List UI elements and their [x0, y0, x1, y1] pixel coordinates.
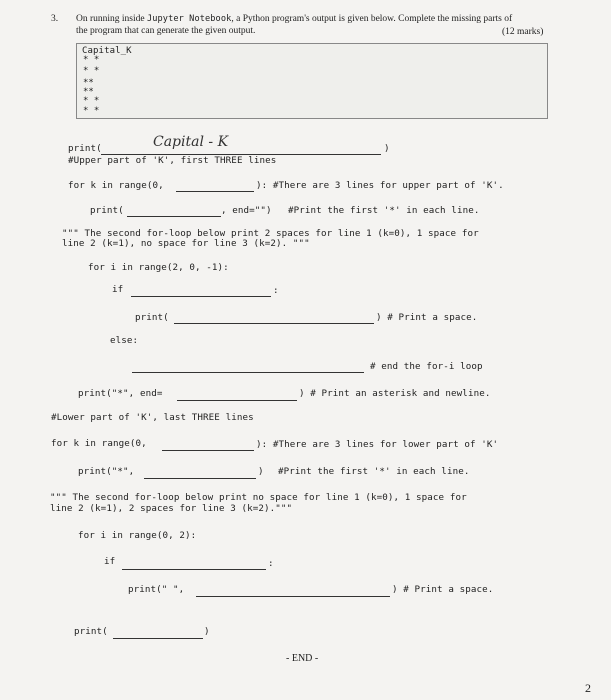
output-row-5: * *: [83, 96, 100, 106]
answer-blank-1[interactable]: [101, 146, 381, 155]
print-first-upper-comment: #Print the first '*' in each line.: [288, 205, 480, 216]
docstring-2-line-1: """ The second for-loop below print no space for line 1 (k=0), 1 space for: [50, 492, 467, 503]
answer-blank-7[interactable]: [177, 392, 297, 401]
answer-blank-10[interactable]: [122, 561, 266, 570]
docstring-1-line-2: line 2 (k=1), no space for line 3 (k=2). """: [62, 238, 310, 249]
print-last-tail: ): [204, 626, 210, 637]
answer-blank-8[interactable]: [162, 442, 254, 451]
question-line-1-a: On running inside: [76, 14, 147, 24]
question-line-1: [76, 14, 512, 24]
for-i-lower: for i in range(0, 2):: [78, 530, 197, 541]
page-number: 2: [585, 681, 591, 695]
print-star-lower-tail: ): [258, 466, 264, 477]
print-first-upper: print(: [90, 205, 124, 216]
else-keyword: else:: [110, 335, 139, 346]
answer-blank-2[interactable]: [176, 183, 254, 192]
end-empty: , end=""): [221, 205, 272, 216]
print-star-lower: print("*",: [78, 466, 135, 477]
output-row-6: * *: [83, 106, 100, 116]
question-marks: (12 marks): [502, 27, 544, 37]
lower-comment: #Lower part of 'K', last THREE lines: [51, 412, 254, 423]
answer-blank-6[interactable]: [132, 364, 364, 373]
output-row-2: * *: [83, 66, 100, 76]
answer-blank-5[interactable]: [174, 315, 374, 324]
handwritten-answer: Capital - K: [153, 134, 229, 150]
print-star-end-tail: ) # Print an asterisk and newline.: [299, 388, 491, 399]
code-close-paren-1: ): [384, 143, 390, 154]
question-number: 3.: [51, 14, 59, 24]
docstring-2-line-2: line 2 (k=1), 2 spaces for line 3 (k=2).""": [50, 503, 293, 514]
answer-blank-3[interactable]: [127, 208, 221, 217]
for-i-upper: for i in range(2, 0, -1):: [88, 262, 229, 273]
question-line-1-b: , a Python program's output is given below. Complete the missing parts of: [231, 14, 513, 24]
end-for-i-comment: # end the for-i loop: [370, 361, 483, 372]
output-row-3: **: [83, 78, 94, 88]
print-space-upper: print(: [135, 312, 169, 323]
if-keyword-upper: if: [112, 284, 124, 295]
print-last: print(: [74, 626, 108, 637]
upper-comment: #Upper part of 'K', first THREE lines: [68, 155, 277, 166]
print-star-lower-comment: #Print the first '*' in each line.: [278, 466, 470, 477]
for-k-lower: for k in range(0,: [51, 438, 147, 449]
end-marker: - END -: [286, 653, 319, 664]
answer-blank-11[interactable]: [196, 588, 390, 597]
print-space-lower: print(" ",: [128, 584, 185, 595]
output-box: [76, 43, 548, 119]
question-line-2: the program that can generate the given output.: [76, 26, 256, 36]
answer-blank-9[interactable]: [144, 470, 256, 479]
if-colon-upper: :: [273, 285, 279, 296]
output-row-1: * *: [83, 55, 100, 65]
output-row-4: **: [83, 87, 94, 97]
if-keyword-lower: if: [104, 556, 116, 567]
output-label: Capital_K: [82, 46, 132, 56]
for-k-upper: for k in range(0,: [68, 180, 164, 191]
answer-blank-12[interactable]: [113, 630, 203, 639]
for-k-lower-tail: ): #There are 3 lines for lower part of 'K': [256, 439, 499, 450]
print-star-end: print("*", end=: [78, 388, 163, 399]
if-colon-lower: :: [268, 558, 274, 569]
code-print-open: print(: [68, 143, 102, 154]
question-line-1-mono: Jupyter Notebook: [146, 14, 232, 24]
docstring-1-line-1: """ The second for-loop below print 2 spaces for line 1 (k=0), 1 space for: [62, 228, 479, 239]
print-space-upper-tail: ) # Print a space.: [376, 312, 478, 323]
for-k-upper-tail: ): #There are 3 lines for upper part of 'K'.: [256, 180, 504, 191]
print-space-lower-tail: ) # Print a space.: [392, 584, 494, 595]
answer-blank-4[interactable]: [131, 288, 271, 297]
